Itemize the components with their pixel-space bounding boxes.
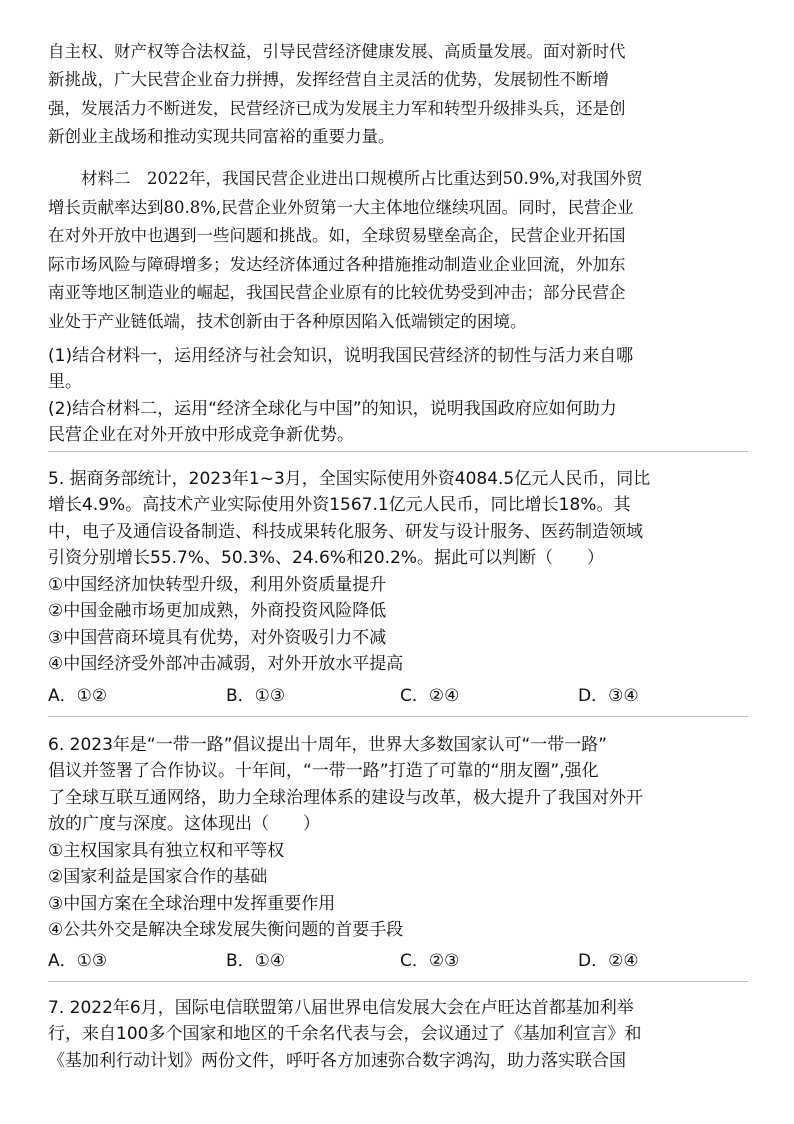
question-stem-line: 放的广度与深度。这体现出（ ）	[48, 814, 320, 834]
text-line: 自主权、财产权等合法权益，引导民营经济健康发展、高质量发展。面对新时代	[48, 42, 626, 61]
statement: ③中国方案在全球治理中发挥重要作用	[48, 894, 336, 914]
text-line: 在对外开放中也遇到一些问题和挑战。如，全球贸易壁垒高企，民营企业开拓国	[48, 226, 626, 245]
text-line: 强，发展活力不断迸发，民营经济已成为发展主力军和转型升级排头兵，还是创	[48, 99, 626, 118]
option-d[interactable]: D．②④	[578, 951, 639, 971]
statement: ④中国经济受外部冲击减弱，对外开放水平提高	[48, 654, 404, 674]
option-d[interactable]: D．③④	[578, 686, 639, 706]
text-line: 新挑战，广大民营企业奋力拼搏，发挥经营自主灵活的优势，发展韧性不断增	[48, 70, 609, 89]
divider	[48, 981, 748, 982]
option-c[interactable]: C．②④	[400, 686, 460, 706]
statement: ④公共外交是解决全球发展失衡问题的首要手段	[48, 920, 404, 940]
divider	[48, 451, 748, 452]
option-a[interactable]: A．①③	[48, 951, 108, 971]
question-stem-line: 中，电子及通信设备制造、科技成果转化服务、研发与设计服务、医药制造领域	[48, 522, 643, 542]
subquestion-line: (2)结合材料二，运用“经济全球化与中国”的知识，说明我国政府应如何助力	[48, 399, 617, 419]
statement: ②国家利益是国家合作的基础	[48, 867, 268, 887]
text-line: 业处于产业链低端，技术创新由于各种原因陷入低端锁定的困境。	[48, 312, 527, 331]
text-line: 际市场风险与障碍增多；发达经济体通过各种措施推动制造业企业回流，外加东	[48, 255, 626, 274]
text-line: 增长贡献率达到80.8%,民营企业外贸第一大主体地位继续巩固。同时，民营企业	[48, 198, 634, 217]
subquestion-line: 民营企业在对外开放中形成竞争新优势。	[48, 425, 354, 445]
option-c[interactable]: C．②③	[400, 951, 460, 971]
statement: ③中国营商环境具有优势，对外资吸引力不减	[48, 628, 387, 648]
statement: ①主权国家具有独立权和平等权	[48, 841, 285, 861]
subquestion-line: (1)结合材料一，运用经济与社会知识，说明我国民营经济的韧性与活力来自哪	[48, 346, 634, 366]
question-stem-line: 了全球互联互通网络，助力全球治理体系的建设与改革，极大提升了我国对外开	[48, 788, 643, 808]
question-stem-line: 6. 2023年是“一带一路”倡议提出十周年，世界大多数国家认可“一带一路”	[48, 735, 608, 755]
text-line: 南亚等地区制造业的崛起，我国民营企业原有的比较优势受到冲击；部分民营企	[48, 283, 626, 302]
subquestion-line: 里。	[48, 372, 82, 392]
question-stem-line: 7. 2022年6月，国际电信联盟第八届世界电信发展大会在卢旺达首都基加利举	[48, 998, 634, 1018]
question-stem-line: 倡议并签署了合作协议。十年间，“一带一路”打造了可靠的“朋友圈”,强化	[48, 761, 599, 781]
statement: ①中国经济加快转型升级，利用外资质量提升	[48, 575, 387, 595]
option-b[interactable]: B．①④	[226, 951, 286, 971]
question-stem-line: 5. 据商务部统计，2023年1~3月，全国实际使用外资4084.5亿元人民币，同比	[48, 469, 651, 489]
text-line: 材料二 2022年，我国民营企业进出口规模所占比重达到50.9%,对我国外贸	[81, 169, 643, 188]
text-line: 新创业主战场和推动实现共同富裕的重要力量。	[48, 127, 395, 146]
question-stem-line: 行，来自100多个国家和地区的千余名代表与会，会议通过了《基加利宣言》和	[48, 1024, 642, 1044]
question-stem-line: 《基加利行动计划》两份文件，呼吁各方加速弥合数字鸿沟，助力落实联合国	[48, 1051, 626, 1071]
statement: ②中国金融市场更加成熟，外商投资风险降低	[48, 601, 387, 621]
question-stem-line: 引资分别增长55.7%、50.3%、24.6%和20.2%。据此可以判断（ ）	[48, 548, 605, 568]
divider	[48, 716, 748, 717]
question-stem-line: 增长4.9%。高技术产业实际使用外资1567.1亿元人民币，同比增长18%。其	[48, 495, 631, 515]
option-b[interactable]: B．①③	[226, 686, 286, 706]
option-a[interactable]: A．①②	[48, 686, 108, 706]
